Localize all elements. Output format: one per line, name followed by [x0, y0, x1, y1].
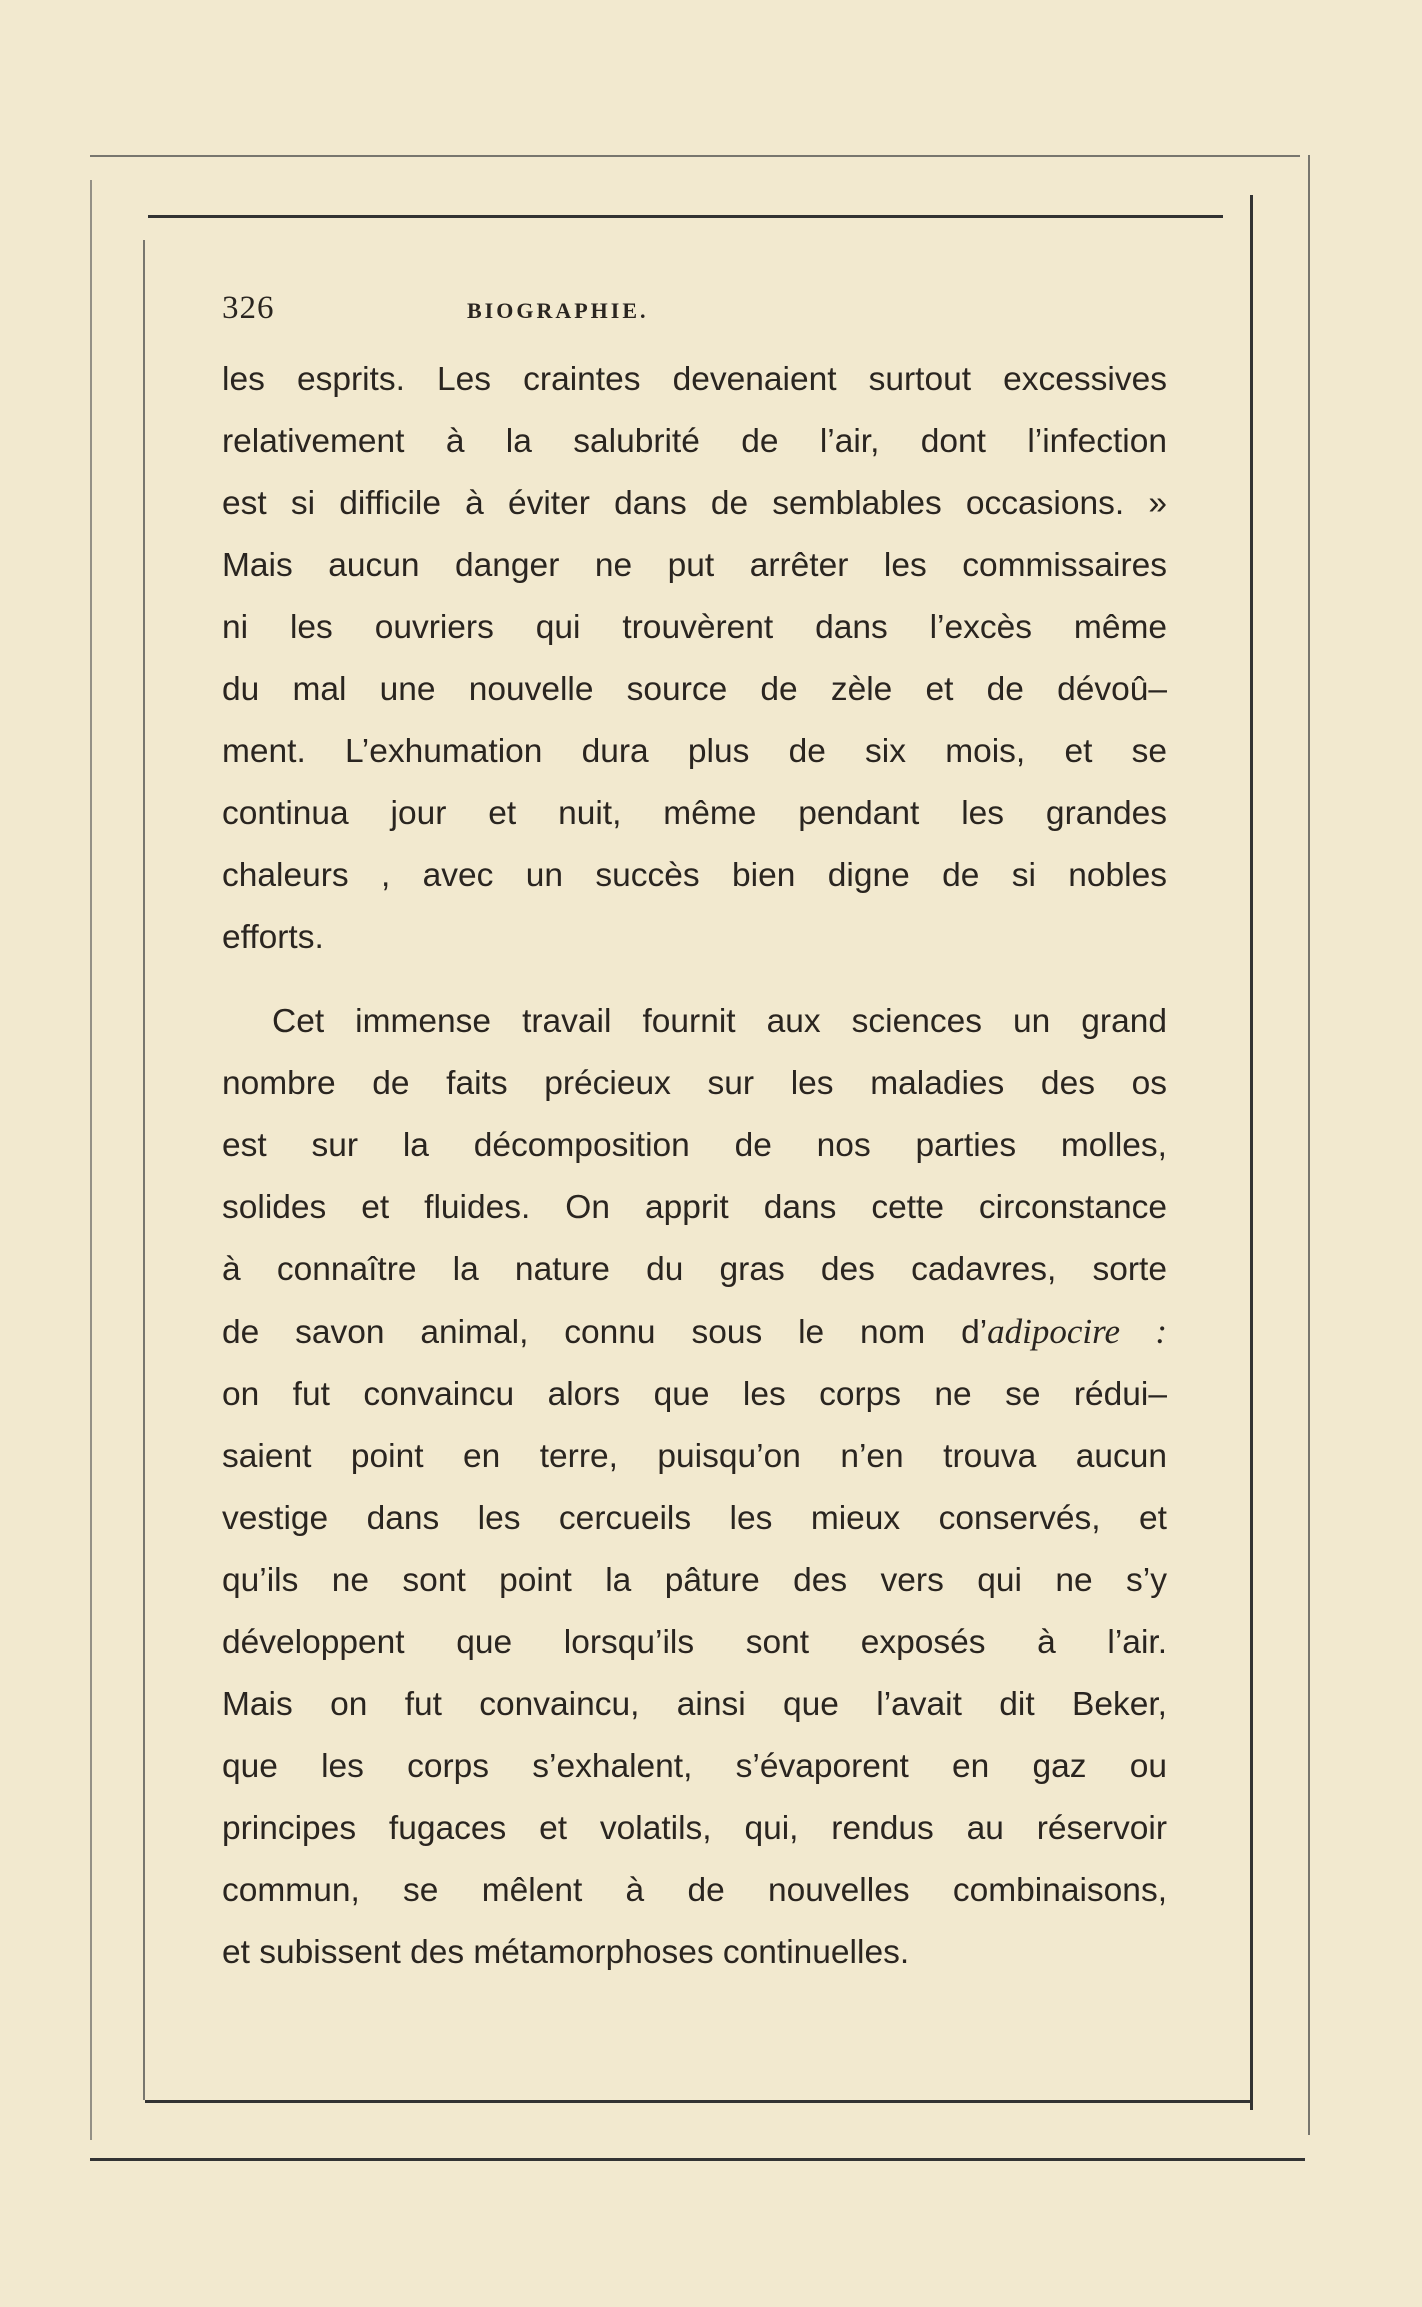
text-line: on fut convaincu alors que les corps ne se rédui– [222, 1376, 1167, 1413]
running-head: BIOGRAPHIE. [467, 298, 649, 323]
text-line: saient point en terre, puisqu’on n’en trouva aucun [222, 1438, 1167, 1475]
scan-edge-bottom [90, 2158, 1305, 2161]
page-header [222, 290, 1167, 327]
paragraph-1 [222, 349, 1167, 969]
scan-edge-right [1308, 155, 1310, 2135]
scan-edge-left [90, 180, 92, 2140]
text-line: et subissent des métamorphoses continuelles. [222, 1934, 910, 1971]
text-line: chaleurs , avec un succès bien digne de si nobles [222, 857, 1167, 894]
italic-suffix: : [1120, 1312, 1167, 1351]
book-page [222, 290, 1167, 1984]
text-line: principes fugaces et volatils, qui, rendus au réservoir [222, 1810, 1167, 1847]
text-segment: de savon animal, connu sous le nom d’ [222, 1314, 988, 1351]
text-line: solides et fluides. On apprit dans cette circonstance [222, 1189, 1167, 1226]
page-number: 326 [222, 290, 275, 326]
text-line: nombre de faits précieux sur les maladies des os [222, 1065, 1167, 1102]
text-line-with-italic [222, 1301, 1167, 1364]
text-line: que les corps s’exhalent, s’évaporent en gaz ou [222, 1748, 1167, 1785]
text-line: Mais on fut convaincu, ainsi que l’avait dit Beker, [222, 1686, 1167, 1723]
page-frame-top [148, 215, 1223, 218]
text-line: qu’ils ne sont point la pâture des vers qui ne s’y [222, 1562, 1167, 1599]
text-line: à connaître la nature du gras des cadavres, sorte [222, 1251, 1167, 1288]
page-frame-left [143, 240, 145, 2100]
text-line: est sur la décomposition de nos parties molles, [222, 1127, 1167, 1164]
text-line: relativement à la salubrité de l’air, dont l’infection [222, 423, 1167, 460]
page-frame-right [1250, 195, 1253, 2110]
text-line: Cet immense travail fournit aux sciences un grand [272, 1003, 1167, 1040]
page-frame-bottom [145, 2100, 1250, 2103]
text-line: développent que lorsqu’ils sont exposés à l’air. [222, 1624, 1167, 1661]
text-line: Mais aucun danger ne put arrêter les commissaires [222, 547, 1167, 584]
text-line: ni les ouvriers qui trouvèrent dans l’excès même [222, 609, 1167, 646]
text-line: vestige dans les cercueils les mieux conservés, et [222, 1500, 1167, 1537]
text-line: ment. L’exhumation dura plus de six mois, et se [222, 733, 1167, 770]
text-line: efforts. [222, 919, 324, 956]
italic-term: adipocire [987, 1312, 1121, 1351]
text-line: les esprits. Les craintes devenaient surtout excessives [222, 361, 1167, 398]
scan-edge-top [90, 155, 1300, 157]
text-line: est si difficile à éviter dans de semblables occasions. » [222, 485, 1167, 522]
text-line: du mal une nouvelle source de zèle et de dévoû– [222, 671, 1167, 708]
text-line: continua jour et nuit, même pendant les grandes [222, 795, 1167, 832]
paragraph-2 [222, 991, 1167, 1984]
text-line: commun, se mêlent à de nouvelles combinaisons, [222, 1872, 1167, 1909]
